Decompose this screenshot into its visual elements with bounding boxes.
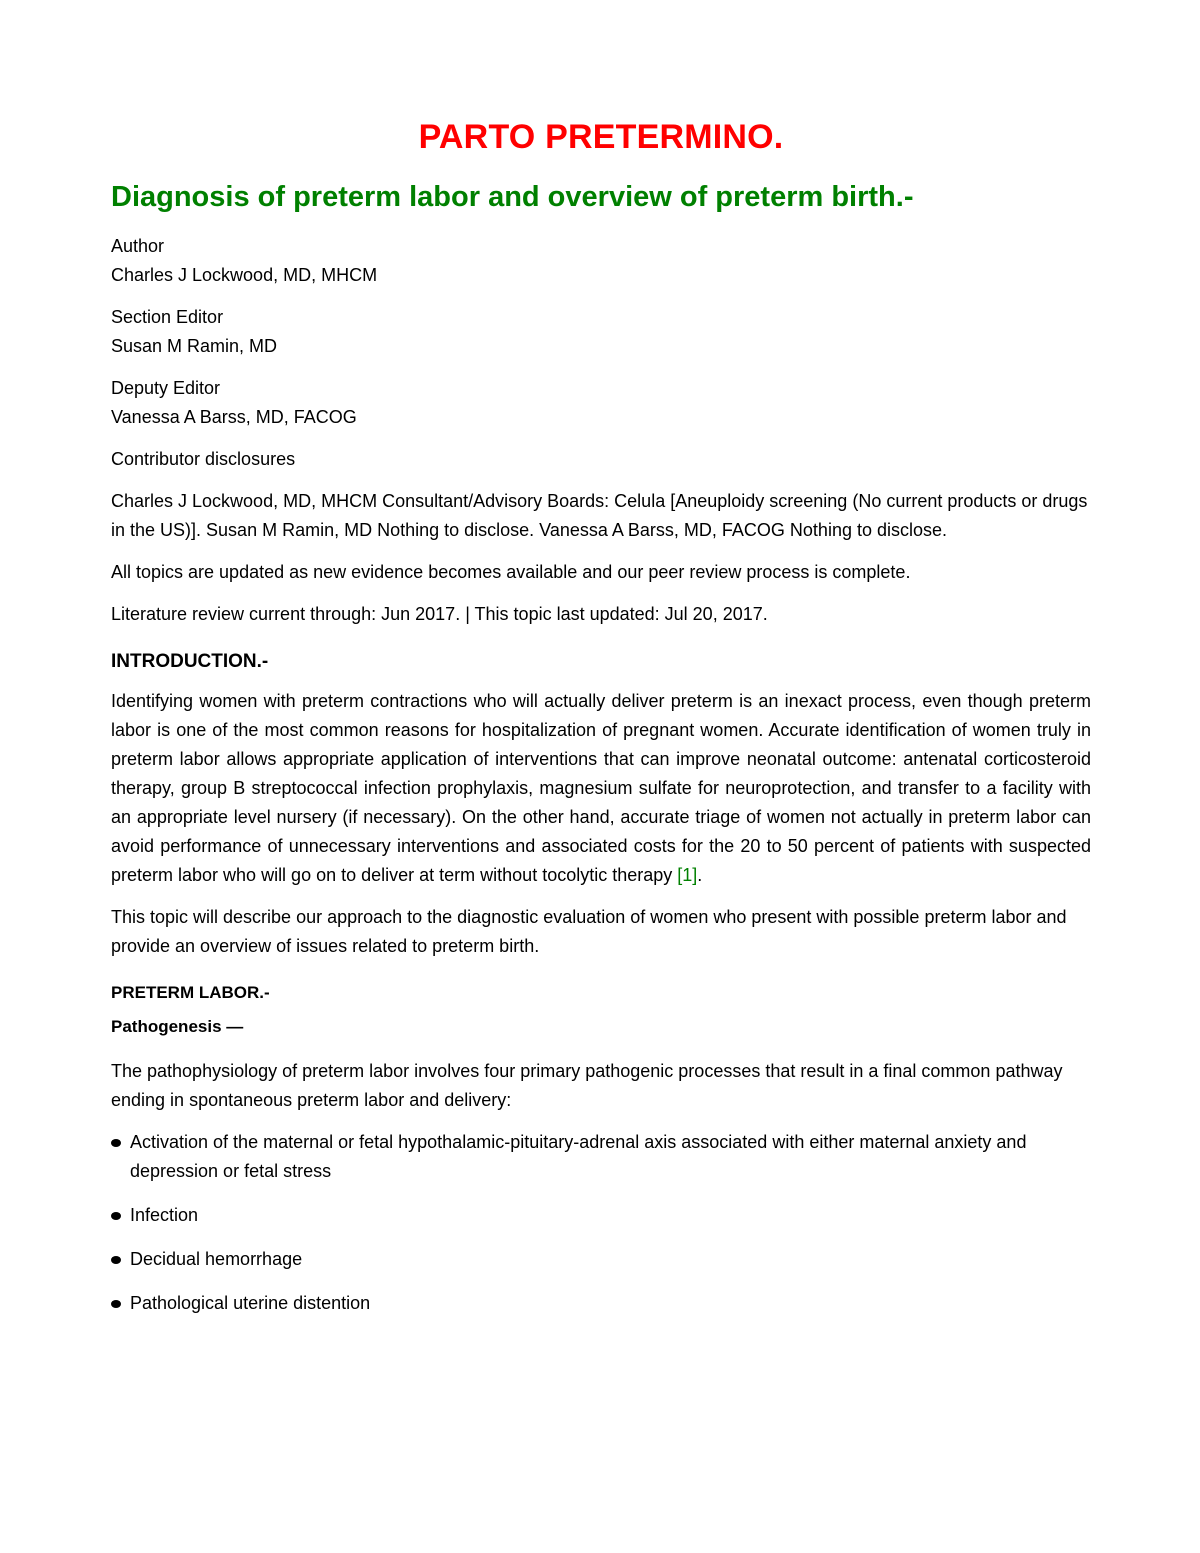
introduction-paragraph-2: This topic will describe our approach to the diagnostic evaluation of women who present with possible preterm labor and provide an overview of issues related to preterm birth. <box>111 907 1067 956</box>
list-item <box>111 1201 1091 1230</box>
list-item-text: Infection <box>130 1205 199 1225</box>
introduction-paragraph-1-end: . <box>697 865 703 885</box>
deputy-editor-block <box>111 374 1091 432</box>
deputy-editor-name: Vanessa A Barss, MD, FACOG <box>111 407 357 427</box>
author-block <box>111 232 1091 290</box>
preterm-labor-heading: PRETERM LABOR.- <box>111 983 270 1002</box>
author-label: Author <box>111 236 165 256</box>
list-item <box>111 1245 1091 1274</box>
introduction-paragraph-1 <box>111 687 1091 890</box>
section-editor-name: Susan M Ramin, MD <box>111 336 278 356</box>
literature-review-note: Literature review current through: Jun 2017. | This topic last updated: Jul 20, 2017. <box>111 604 768 624</box>
bullet-icon <box>111 1256 121 1264</box>
list-item-text: Activation of the maternal or fetal hypothalamic-pituitary-adrenal axis associated with either maternal anxiety and depression or fetal stress <box>130 1132 1027 1181</box>
bullet-icon <box>111 1212 121 1220</box>
bullet-icon <box>111 1139 121 1147</box>
introduction-heading: INTRODUCTION.- <box>111 651 269 672</box>
document-subtitle: Diagnosis of preterm labor and overview of preterm birth.- <box>111 181 914 213</box>
update-note: All topics are updated as new evidence becomes available and our peer review process is complete. <box>111 562 911 582</box>
author-name: Charles J Lockwood, MD, MHCM <box>111 265 378 285</box>
pathogenesis-intro: The pathophysiology of preterm labor involves four primary pathogenic processes that result in a final common pathway ending in spontaneous preterm labor and delivery: <box>111 1061 1063 1110</box>
pathogenesis-heading: Pathogenesis — <box>111 1017 244 1036</box>
list-item-text: Pathological uterine distention <box>130 1293 371 1313</box>
reference-link[interactable]: [1] <box>677 865 698 885</box>
bullet-icon <box>111 1300 121 1308</box>
disclosures-label: Contributor disclosures <box>111 449 296 469</box>
section-editor-label: Section Editor <box>111 307 224 327</box>
list-item <box>111 1289 1091 1318</box>
document-page <box>111 118 1091 1333</box>
pathogenesis-list <box>111 1128 1091 1318</box>
section-editor-block <box>111 303 1091 361</box>
list-item-text: Decidual hemorrhage <box>130 1249 303 1269</box>
document-title: PARTO PRETERMINO. <box>418 118 784 156</box>
deputy-editor-label: Deputy Editor <box>111 378 221 398</box>
disclosures-text: Charles J Lockwood, MD, MHCM Consultant/Advisory Boards: Celula [Aneuploidy screening (No current products or drugs in the US)]. Susan M Ramin, MD Nothing to disclose. Vanessa A Barss, MD, FACOG Nothing to disclose. <box>111 491 1088 540</box>
list-item <box>111 1128 1091 1186</box>
introduction-paragraph-1-text: Identifying women with preterm contractions who will actually deliver preterm is an inexact process, even though preterm labor is one of the most common reasons for hospitalization of pregnant women. Accurate identification of women truly in preterm labor allows appropriate application of interventions that can improve neonatal outcome: antenatal corticosteroid therapy, group B streptococcal infection prophylaxis, magnesium sulfate for neuroprotection, and transfer to a facility with an appropriate level nursery (if necessary). On the other hand, accurate triage of women not actually in preterm labor can avoid performance of unnecessary interventions and associated costs for the 20 to 50 percent of patients with suspected preterm labor who will go on to deliver at term without tocolytic therapy <box>111 691 1091 885</box>
